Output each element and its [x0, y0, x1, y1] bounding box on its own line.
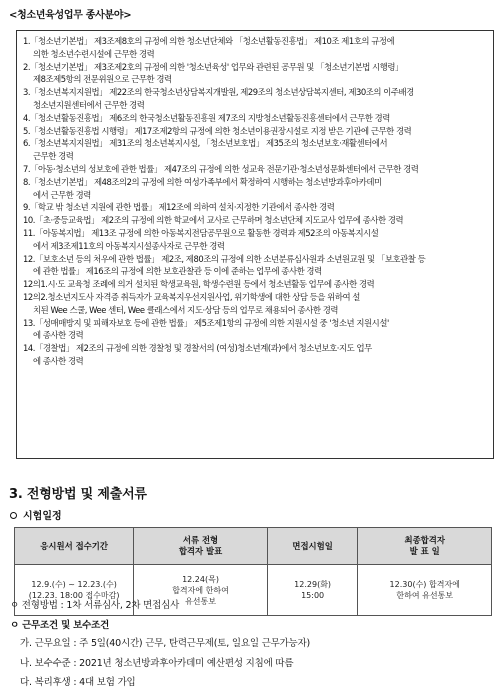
eligibility-item-line	[23, 125, 487, 138]
eligibility-item-line	[23, 86, 487, 99]
eligibility-item-line	[23, 163, 487, 176]
header-text: 합격자 발표	[178, 546, 223, 556]
item-text: 청소년지도사 자격증 취득자가 교육복지우선지원사업, 위기학생에 대한 상담 등을 위하여 설	[47, 291, 360, 302]
schedule-title-text: 시험일정	[23, 511, 62, 522]
cell-text: (12.23. 18:00 접수마감)	[28, 591, 120, 600]
eligibility-item-line	[23, 112, 487, 125]
schedule-header-cell	[134, 528, 268, 565]
item-text-continued: 제8조제5항의 전문위원으로 근무한 경력	[33, 74, 172, 85]
item-text-continued: 에 종사한 경력	[33, 330, 84, 341]
eligibility-item-line	[23, 253, 487, 266]
item-number: 7.	[23, 163, 31, 174]
eligibility-item	[23, 278, 487, 291]
section-heading: 3. 전형방법 및 제출서류	[9, 487, 147, 502]
item-text-continued: 에 관한 법률」 제16조의 규정에 의한 보호관찰관 등 이에 준하는 업무에 종사한 경력	[33, 266, 322, 277]
item-text: 「청소년기본법」 제3조제8호의 규정에 의한 청소년단체와 「청소년활동진흥법」 제10조 제1호의 규정에	[30, 36, 395, 46]
item-number: 10.	[23, 215, 35, 226]
item-number: 12.	[23, 253, 35, 264]
item-text-continued: 에서 근무한 경력	[33, 189, 91, 200]
item-text-continued: 의한 청소년수련시설에 근무한 경력	[33, 48, 155, 59]
eligibility-item	[23, 137, 487, 163]
item-number: 11.	[23, 227, 35, 238]
item-text: 「청소년기본법」 제3조제2호의 규정에 의한 '청소년육성' 업무와 관련된 공무원 및 「청소년기본법 시행령」	[30, 61, 403, 72]
method-line: ㅇ 전형방법 : 1차 서류심사, 2차 면접심사	[10, 600, 180, 611]
item-text: 「아동복지법」 제13조 규정에 의한 아동복지전담공무원으로 활동한 경력과 제52조의 아동복지시설	[34, 227, 379, 238]
item-number: 1.	[23, 36, 31, 46]
eligibility-item	[23, 125, 487, 138]
item-text: 「보호소년 등의 처우에 관한 법률」 제2조, 제80조의 규정에 의한 소년분류심사원과 소년원교원 및 「보호관찰 등	[34, 253, 426, 264]
salary-line: 나. 보수수준 : 2021년 청소년방과후아카데미 예산편성 지침에 따름	[20, 658, 294, 669]
work-hours-line: 가. 근무요일 : 주 5일(40시간) 근무, 탄력근무제(토, 일요일 근무가능자)	[20, 638, 311, 649]
eligibility-item-line	[23, 214, 487, 227]
schedule-header-cell	[267, 528, 358, 565]
item-number: 6.	[23, 138, 31, 149]
eligibility-item	[23, 291, 487, 317]
eligibility-item-line	[23, 278, 487, 291]
welfare-line: 다. 복리후생 : 4대 보험 가입	[20, 677, 136, 688]
eligibility-item	[23, 317, 487, 343]
item-text: 「학교 밖 청소년 지원에 관한 법률」 제12조에 의하여 설치·지정한 기관에서 종사한 경력	[30, 202, 335, 213]
item-number: 9.	[23, 202, 31, 213]
item-text-continued: 근무한 경력	[33, 151, 74, 162]
eligibility-item	[23, 86, 487, 112]
cell-text: 유선통보	[185, 596, 216, 606]
conditions-heading: ㅇ 근무조건 및 보수조건	[10, 620, 110, 631]
cell-text: 12.24(목)	[182, 574, 219, 584]
item-text: 「청소년활동진흥법」 제6조의 한국청소년활동진흥원 제7조의 지방청소년활동진흥센터에서 근무한 경력	[30, 112, 390, 123]
item-text: 「청소년복지지원법」 제22조의 한국청소년상담복지개발원, 제29조의 청소년상담복지센터, 제30조의 이주배경	[30, 87, 414, 98]
item-number: 12의1.	[23, 279, 48, 290]
schedule-data-cell	[267, 565, 358, 616]
eligibility-item-line	[23, 342, 487, 355]
item-text: 「청소년활동진흥법 시행령」 제17조제2항의 규정에 의한 청소년이용권장시설로 지정 받은 기관에 근무한 경력	[30, 125, 412, 136]
eligibility-item-line	[23, 137, 487, 150]
eligibility-item	[23, 201, 487, 214]
item-text-continued: 청소년지원센터에서 근무한 경력	[33, 99, 145, 110]
header-text: 응시원서 접수기간	[40, 540, 108, 551]
item-number: 8.	[23, 176, 31, 187]
item-text: 시·도 교육청 조례에 의거 설치된 학생교육원, 학생수련원 등에서 청소년활동 업무에 종사한 경력	[47, 279, 375, 290]
cell-text: 15:00	[301, 591, 325, 600]
eligibility-item	[23, 214, 487, 227]
item-number: 2.	[23, 61, 31, 72]
item-text: 「청소년복지지원법」 제31조의 청소년복지시설, 「청소년보호법」 제35조의 청소년보호·재활센터에서	[30, 138, 388, 149]
item-number: 12의2.	[23, 291, 48, 302]
eligibility-item	[23, 112, 487, 125]
eligibility-item	[23, 176, 487, 202]
schedule-header-cell	[15, 528, 134, 565]
item-text: 「청소년기본법」 제48조의2의 규정에 의한 여성가족부에서 확정하여 시행하는 청소년방과후아카데미	[30, 176, 382, 187]
item-number: 4.	[23, 112, 31, 123]
eligibility-item-line	[23, 291, 487, 304]
header-text: 서류 전형	[182, 535, 219, 545]
eligibility-item-line	[23, 201, 487, 214]
header-text: 발 표 일	[409, 546, 440, 556]
eligibility-item-line	[23, 61, 487, 74]
item-number: 3.	[23, 87, 31, 98]
eligibility-item	[23, 163, 487, 176]
item-number: 14.	[23, 343, 35, 354]
eligibility-item-line	[23, 35, 487, 48]
item-number: 13.	[23, 317, 35, 328]
eligibility-item	[23, 342, 487, 368]
cell-text: 한하여 유선통보	[396, 591, 454, 600]
eligibility-item	[23, 227, 487, 253]
eligibility-item-line	[23, 176, 487, 189]
cell-text: 12.30(수) 합격자에	[389, 580, 460, 589]
item-text: 「경찰법」 제2조의 규정에 의한 경찰청 및 경찰서의 (여성)청소년계(과)에서 청소년보호·지도 업무	[34, 343, 372, 354]
schedule-header-cell	[358, 528, 492, 565]
eligibility-item-line	[23, 317, 487, 330]
eligibility-list-box	[16, 30, 494, 459]
eligibility-item	[23, 35, 487, 61]
item-text-continued: 치된 Wee 스쿨, Wee 센터, Wee 클래스에서 지도·상담 등의 업무로 채용되어 종사한 경력	[33, 304, 338, 315]
cell-text: 12.9.(수) ~ 12.23.(수)	[31, 580, 117, 589]
header-text: 면접시험일	[292, 540, 333, 551]
cell-text: 12.29(화)	[294, 580, 332, 589]
item-text: 「성매매방지 및 피해자보호 등에 관한 법률」 제5조제1항의 규정에 의한 지원시설 중 '청소년 지원시설'	[34, 317, 389, 328]
schedule-data-cell	[358, 565, 492, 616]
field-title: <청소년육성업무 종사분야>	[9, 10, 132, 21]
cell-text: 합격자에 한하여	[172, 585, 229, 595]
circle-bullet-icon	[10, 512, 17, 519]
header-text: 최종합격자	[404, 535, 445, 545]
item-text: 「초·중등교육법」 제2조의 규정에 의한 학교에서 교사로 근무하며 청소년단체 지도교사 업무에 종사한 경력	[34, 215, 404, 226]
eligibility-item-line	[23, 227, 487, 240]
schedule-title	[10, 507, 62, 522]
item-number: 5.	[23, 125, 31, 136]
eligibility-item	[23, 253, 487, 279]
eligibility-item	[23, 61, 487, 87]
schedule-header-row	[15, 528, 492, 565]
item-text: 「아동·청소년의 성보호에 관한 법률」 제47조의 규정에 의한 성교육 전문기관·청소년성문화센터에서 근무한 경력	[30, 163, 419, 174]
item-text-continued: 에서 제3조제11호의 아동복지시설종사자로 근무한 경력	[33, 240, 225, 251]
item-text-continued: 에 종사한 경력	[33, 355, 84, 366]
